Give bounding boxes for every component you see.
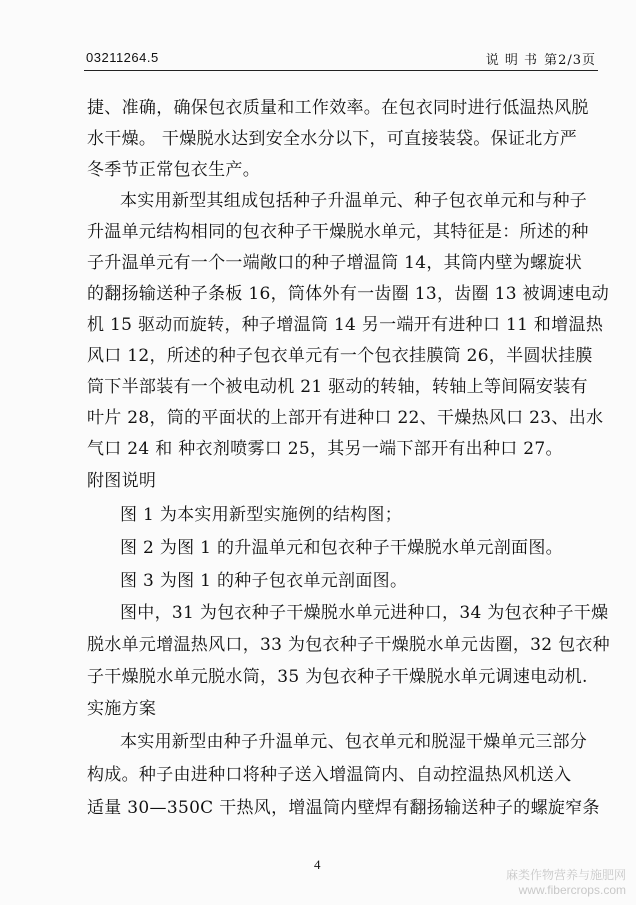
text-line: 的翻扬输送种子条板 16，筒体外有一齿圈 13，齿圈 13 被调速电动 — [87, 284, 610, 304]
text-line: 本实用新型其组成包括种子升温单元、种子包衣单元和与种子 — [120, 191, 588, 211]
text-line: 图 2 为图 1 的升温单元和包衣种子干燥脱水单元剖面图。 — [120, 538, 563, 558]
text-line: 子升温单元有一个一端敞口的种子增温筒 14，其筒内壁为螺旋状 — [87, 253, 583, 273]
watermark — [506, 868, 626, 898]
text-line: 筒下半部装有一个被电动机 21 驱动的转轴，转轴上等间隔安装有 — [87, 377, 588, 397]
text-line: 冬季节正常包衣生产。 — [87, 160, 260, 180]
text-line: 叶片 28，筒的平面状的上部开有进种口 22、干燥热风口 23、出水 — [87, 408, 604, 428]
text-line: 构成。种子由进种口将种子送入增温筒内、自动控温热风机送入 — [87, 765, 572, 785]
text-line: 风口 12，所述的种子包衣单元有一个包衣挂膜筒 26，半圆状挂膜 — [87, 346, 593, 366]
text-line: 脱水单元增温热风口，33 为包衣种子干燥脱水单元齿圈，32 包衣种 — [87, 635, 610, 655]
section-title: 说 明 书 — [485, 53, 539, 68]
text-line: 本实用新型由种子升温单元、包衣单元和脱湿干燥单元三部分 — [120, 732, 588, 752]
text-line: 子干燥脱水单元脱水筒，35 为包衣种子干燥脱水单元调速电动机. — [87, 667, 588, 687]
section-heading-figures: 附图说明 — [87, 471, 157, 491]
text-line: 捷、准确，确保包衣质量和工作效率。在包衣同时进行低温热风脱 — [87, 98, 589, 118]
section-heading-embodiment: 实施方案 — [87, 699, 157, 719]
text-line: 适量 30—350C 干热风，增温筒内壁焊有翻扬输送种子的螺旋窄条 — [87, 798, 600, 818]
page-info: 第2/3页 — [544, 53, 596, 68]
text-line: 机 15 驱动而旋转，种子增温筒 14 另一端开有进种口 11 和增温热 — [87, 315, 604, 335]
document-number: 03211264.5 — [86, 50, 159, 65]
text-line: 水干燥。 干燥脱水达到安全水分以下，可直接装袋。保证北方严 — [87, 129, 578, 149]
page-number: 4 — [314, 857, 321, 872]
text-line: 气口 24 和 种衣剂喷雾口 25，其另一端下部开有出种口 27。 — [87, 439, 563, 459]
page-header-right — [486, 49, 596, 68]
text-line: 图 3 为图 1 的种子包衣单元剖面图。 — [120, 571, 408, 591]
text-line: 图 1 为本实用新型实施例的结构图； — [120, 505, 403, 525]
text-line: 升温单元结构相同的包衣种子干燥脱水单元，其特征是：所述的种 — [87, 222, 589, 242]
text-line: 图中，31 为包衣种子干燥脱水单元进种口，34 为包衣种子干燥 — [120, 603, 609, 623]
watermark-line-2: www.fibercrops.com — [518, 883, 626, 897]
watermark-line-1: 麻类作物营养与施肥网 — [505, 868, 626, 882]
header-rule — [84, 70, 598, 71]
